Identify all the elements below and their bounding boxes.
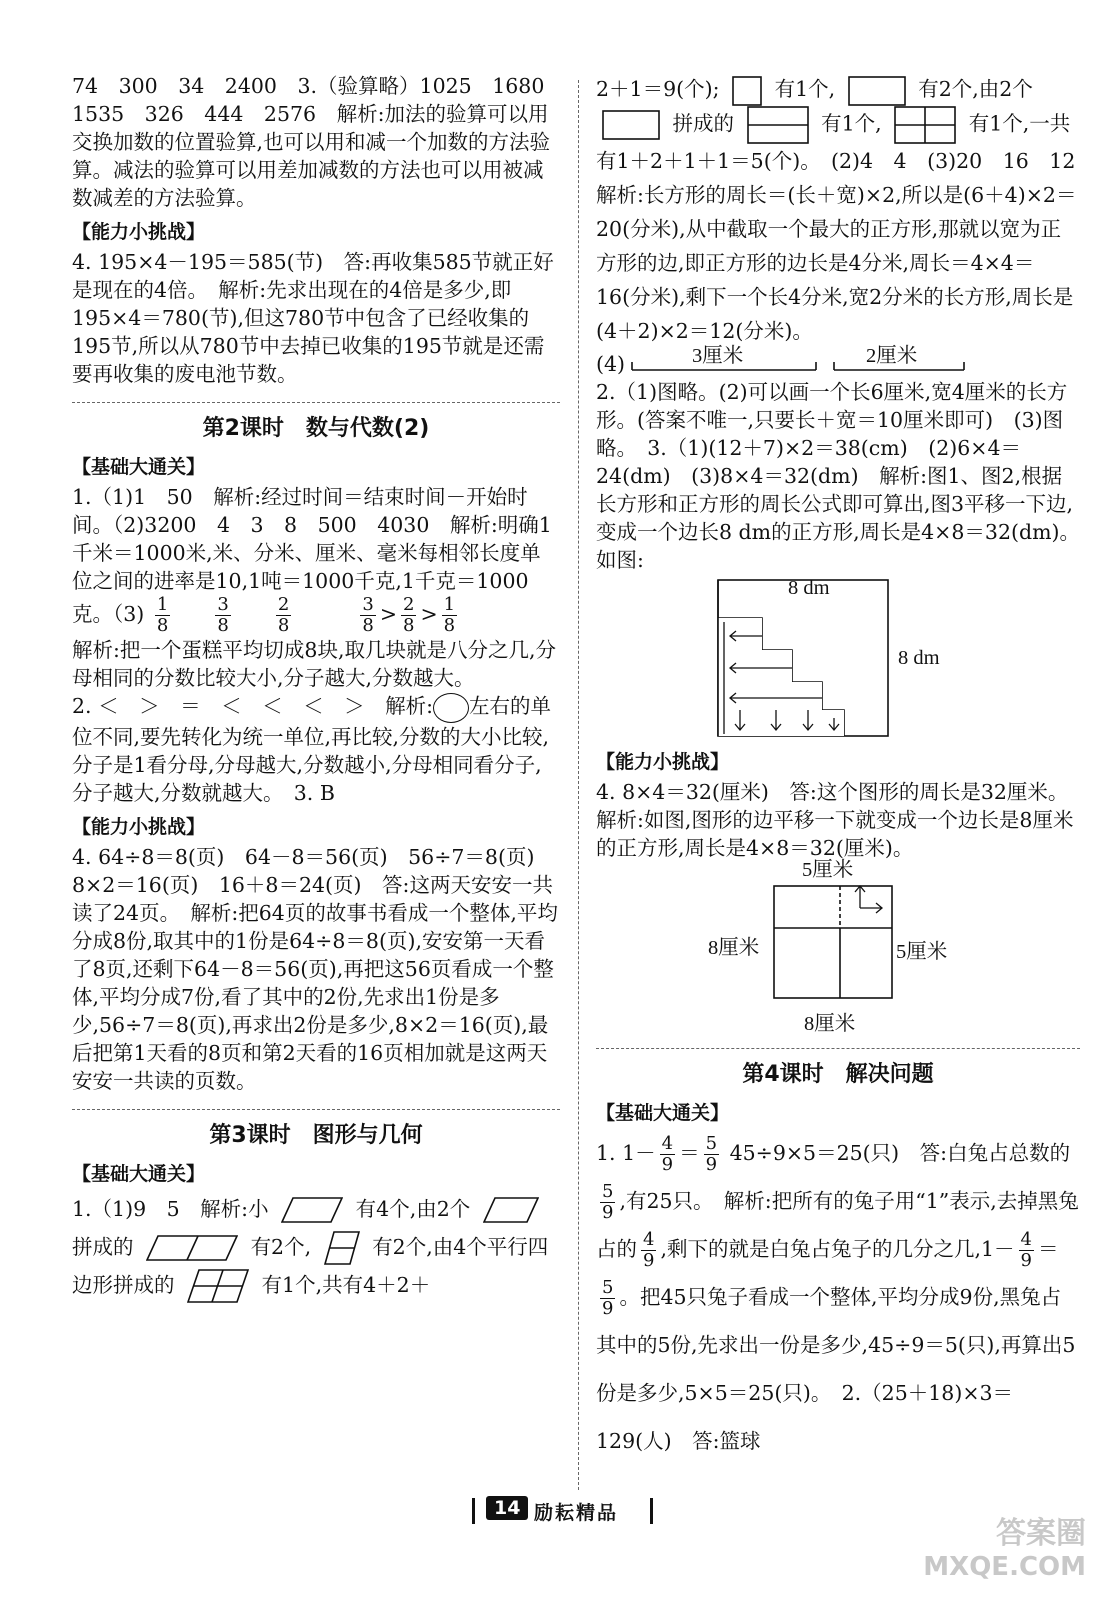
answer-text: 1. 1－	[596, 1141, 656, 1165]
answer-text: (4)	[596, 352, 626, 376]
segment-line-figure	[596, 345, 1080, 378]
answer-text: 有1个,一共有1＋2＋1＋1＝5(个)。 (2)4 4 (3)20 16 12 解析:长方形的周长＝(长＋宽)×2,所以是(6＋4)×2＝20(分米),从中截取一个最大的正方形,那就以宽为正方形的边,即正方形的边长是4分米,周长＝4×4＝16(分米),剩下一个长4分米,宽2分米的长方形,周长是(4＋2)×2＝12(分米)。	[596, 111, 1096, 343]
figure-label-right: 5厘米	[896, 941, 948, 963]
answer-text: 1.（1)1 50 解析:经过时间＝结束时间－开始时间。（2)3200 4 3 8 500 4030 解析:明确1千米＝1000米,米、分米、厘米、毫米每相邻长度单位之间的进率是10,1吨＝1000千克,1千克＝1000克。（3)	[72, 485, 552, 626]
answer-block-rectangles	[596, 72, 1096, 348]
answer-text: ,剩下的就是白兔占兔子的几分之几,1－	[660, 1237, 1015, 1261]
answer-text: 有2个,由4个平行四边形拼成的	[72, 1234, 549, 1297]
answer-block-pages: 4. 64÷8＝8(页) 64－8＝56(页) 56÷7＝8(页) 8×2＝16(页) 16＋8＝24(页) 答:这两天安安一共读了24页。 解析:把64页的故事书看成一个整体,平均分成8份,取其中的1份是64÷8＝8(页),安安第一天看了8页,还剩下64－8＝56(页),再把这56页看成一个整体,平均分成7份,看了其中的2份,先求出1份是多少,56÷7＝8(页),再求出2份是多少,8×2＝16(页),最后把第1天看的8页和第2天看的16页相加就是这两天安安一共读的页数。	[72, 844, 558, 1093]
four-grid-icon	[894, 106, 956, 144]
section-heading-ability: 【能力小挑战】	[72, 221, 206, 243]
page-number: 14	[486, 1496, 528, 1520]
square-translate-figure	[596, 859, 1080, 1044]
fraction-2-8b: $\frac{2}{8}$	[403, 594, 415, 636]
answer-block-perimeter: 2.（1)图略。(2)可以画一个长6厘米,宽4厘米的长方形。(答案不唯一,只要长＋宽＝10厘米即可) (3)图略。 3.（1)(12＋7)×2＝38(cm) (2)6×4＝24(dm) (3)8×4＝32(dm) 解析:图1、图2,根据长方形和正方形的周长公式即可算出,图3平移一下边,变成一个边长8 dm的正方形,周长是4×8＝32(dm)。 如图:	[596, 380, 1091, 572]
answer-block-parallelograms	[72, 1190, 560, 1304]
section-divider	[72, 1109, 560, 1110]
left-column	[72, 72, 565, 1304]
answer-text: 2. ＜ ＞ ＝ ＜ ＜ ＜ ＞ 解析:	[72, 694, 433, 718]
answer-block-rabbits: 1. 1－ $\frac{4}{9}$ ＝ $\frac{5}{9}$ 45÷9×5＝25(只) 答:白兔占总数的 $\frac{5}{9}$ ,有25只。 解析:把所有的兔子用“1”表示,去掉黑兔占的 $\frac{4}{9}$ ,剩下的就是白兔占兔子的几分之几,1－ $\frac{4}{9}$ ＝ $\frac{5}{9}$ 。把45只兔子看成一个整体,平均分成9份,黑兔占其中的5份,先求出一份是多少,45÷9＝5(只),再算出5份是多少,5×5＝25(只)。 2.（25＋18)×3＝129(人) 答:篮球	[596, 1133, 1079, 1453]
answer-text: 有1个,共有4＋2＋	[261, 1272, 431, 1297]
answer-block-compare	[72, 692, 560, 807]
figure-label-right: 8 dm	[898, 647, 940, 669]
column-divider	[578, 80, 579, 1490]
rectangle-icon	[602, 110, 660, 140]
answer-text: 有2个,由2个	[918, 77, 1033, 101]
lesson-title-3: 第3课时 图形与几何	[209, 1122, 423, 1148]
answer-text: ,有25只。 解析:把所有的兔子用“1”表示,去掉黑兔占的	[596, 1189, 1079, 1261]
section-heading-ability: 【能力小挑战】	[72, 815, 206, 838]
tall-parallelogram-icon	[324, 1231, 360, 1265]
fraction-1-8: $\frac{1}{8}$	[156, 594, 169, 636]
fraction-5-9: $\frac{5}{9}$	[705, 1133, 718, 1175]
section-divider	[72, 402, 560, 403]
section-heading-basic: 【基础大通关】	[72, 1162, 206, 1185]
page-footer	[472, 1494, 672, 1528]
lesson-title-4: 第4课时 解决问题	[742, 1062, 934, 1087]
split-rectangle-icon	[747, 106, 809, 144]
answer-text: 拼成的	[72, 1234, 134, 1259]
fraction-2-8: $\frac{2}{8}$	[277, 594, 290, 636]
fraction-3-8: $\frac{3}{8}$	[217, 594, 229, 636]
small-parallelogram-icon	[483, 1197, 539, 1223]
figure-label-top: 8 dm	[788, 577, 830, 599]
answer-text: 有2个,	[250, 1234, 312, 1259]
answer-text: 有1个,	[774, 77, 836, 101]
fraction-1-8b: $\frac{1}{8}$	[443, 594, 456, 636]
answer-text: 1.（1)9 5 解析:小	[72, 1196, 269, 1221]
answer-block-translate: 4. 8×4＝32(厘米) 答:这个图形的周长是32厘米。 解析:如图,图形的边平移一下就变成一个边长是8厘米的正方形,周长是4×8＝32(厘米)。	[596, 780, 1079, 860]
four-parallelogram-icon	[187, 1269, 249, 1303]
figure-label-bottom: 8厘米	[804, 1013, 856, 1035]
answer-text: 有4个,由2个	[355, 1196, 471, 1221]
lesson-title-2: 第2课时 数与代数(2)	[202, 416, 430, 441]
staircase-figure	[596, 574, 1080, 742]
fraction-4-9: $\frac{4}{9}$	[1020, 1229, 1032, 1271]
answer-text: 拼成的	[672, 111, 735, 136]
segment-label-2cm: 2厘米	[866, 345, 918, 367]
answer-text: 左右的单位不同,要先转化为统一单位,再比较,分数的大小比较,分子是1看分母,分母越大,分数越小,分母相同看分子,分子越大,分数就越大。 3. B	[72, 694, 551, 805]
small-parallelogram-icon	[281, 1197, 343, 1223]
segment-label-3cm: 3厘米	[692, 345, 744, 367]
fraction-5-9: $\frac{5}{9}$	[602, 1277, 614, 1319]
figure-label-left: 8厘米	[708, 937, 760, 959]
answer-block-units: 1.（1)1 50 解析:经过时间＝结束时间－开始时间。（2)3200 4 3 8 500 4030 解析:明确1千米＝1000米,米、分米、厘米、毫米每相邻长度单位之间的进率是10,1吨＝1000千克,1千克＝1000克。（3) $\frac{1}{8}$ $\frac{3}{8}$ $\frac{2}{8}$ $\frac{3}{8}$ > $\frac{2}{8}$ > $\frac{1}{8}$	[72, 485, 552, 636]
fraction-4-9: $\frac{4}{9}$	[661, 1133, 674, 1175]
footer-bar-right	[650, 1498, 653, 1524]
footer-bar-left	[472, 1498, 475, 1524]
watermark	[923, 1508, 1086, 1582]
circle-blank-icon	[433, 693, 469, 723]
answer-text: 2＋1＝9(个);	[596, 77, 720, 101]
square-diagram	[772, 884, 896, 1002]
section-heading-basic: 【基础大通关】	[72, 456, 206, 478]
rectangle-icon	[848, 76, 906, 106]
watermark-url: MXQE.COM	[923, 1552, 1086, 1582]
answer-text: 45÷9×5＝25(只) 答:白兔占总数的	[729, 1141, 1071, 1165]
double-parallelogram-icon	[146, 1235, 238, 1261]
right-column	[596, 72, 1096, 1465]
section-heading-basic: 【基础大通关】	[596, 1102, 730, 1124]
answer-block-fraction-explain: 解析:把一个蛋糕平均切成8块,取几块就是八分之几,分母相同的分数比较大小,分子越大,分数越大。	[72, 638, 556, 690]
figure-label-top: 5厘米	[802, 859, 854, 881]
section-divider	[596, 1048, 1080, 1049]
fraction-4-9: $\frac{4}{9}$	[643, 1229, 655, 1271]
answer-block-batteries: 4. 195×4－195＝585(节) 答:再收集585节就正好是现在的4倍。 解析:先求出现在的4倍是多少,即195×4＝780(节),但这780节中包含了已经收集的195节,所以从780节中去掉已收集的195节就是还需要再收集的废电池节数。	[72, 250, 554, 386]
small-square-icon	[732, 76, 762, 106]
staircase-diagram	[716, 578, 892, 738]
answer-text: 。把45只兔子看成一个整体,平均分成9份,黑兔占其中的5份,先求出一份是多少,45÷9＝5(只),再算出5份是多少,5×5＝25(只)。 2.（25＋18)×3＝129(人) 答:篮球	[596, 1285, 1076, 1453]
watermark-text: 答案圈	[996, 1516, 1086, 1551]
brand-name: 励耘精品	[534, 1502, 619, 1524]
section-heading-ability: 【能力小挑战】	[596, 751, 730, 773]
fraction-3-8b: $\frac{3}{8}$	[362, 594, 374, 636]
answer-text: 有1个,	[821, 111, 882, 136]
answer-block-verify: 74 300 34 2400 3.（验算略）1025 1680 1535 326 444 2576 解析:加法的验算可以用交换加数的位置验算,也可以用和减一个加数的方法验算。减法的验算可以用差加减数的方法也可以用被减数减差的方法验算。	[72, 74, 565, 210]
fraction-5-9: $\frac{5}{9}$	[602, 1181, 614, 1223]
